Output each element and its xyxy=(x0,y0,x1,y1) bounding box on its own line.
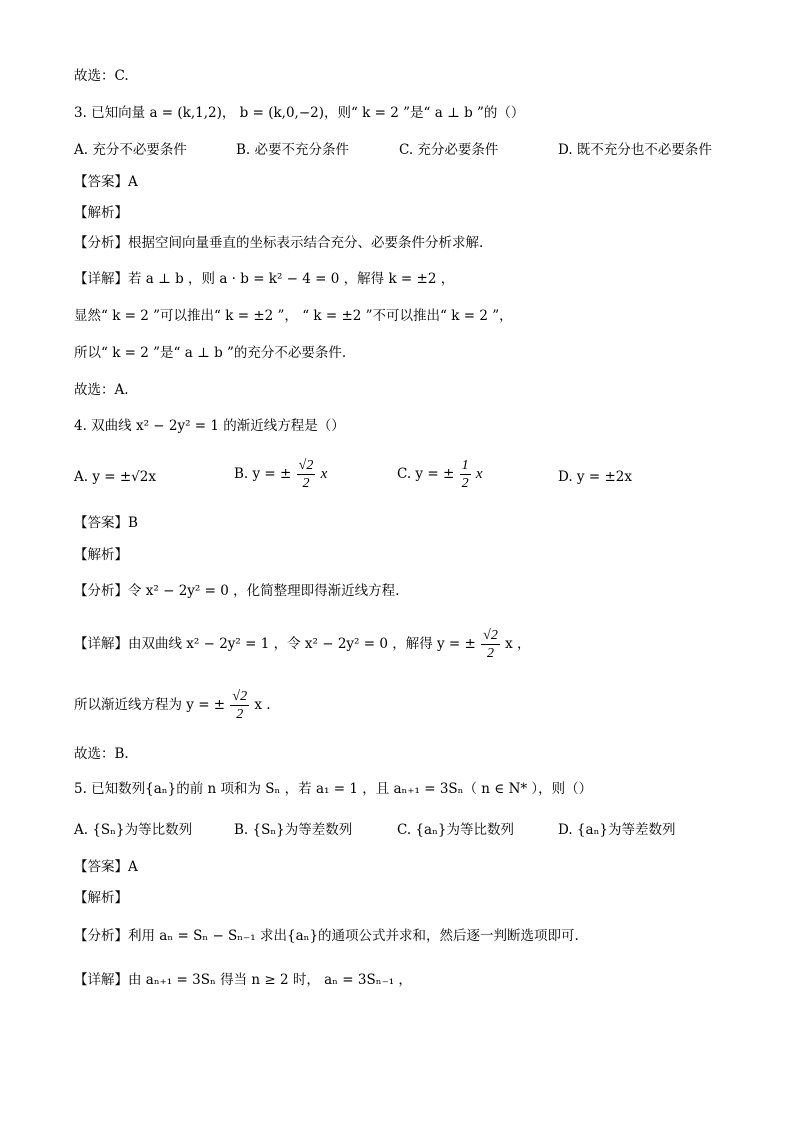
question-4-stem: 4. 双曲线 x² − 2y² = 1 的渐近线方程是（） xyxy=(74,418,345,434)
q4-option-b-suffix: x xyxy=(320,466,328,482)
q4-option-b xyxy=(234,457,327,492)
question-3-stem: 3. 已知向量 a = (k,1,2)， b = (k,0,−2)，则“ k = 2 ”是“ a ⊥ b ”的（） xyxy=(74,105,525,121)
q4-select: 故选：B. xyxy=(74,746,129,762)
q3-analysis: 【分析】根据空间向量垂直的坐标表示结合充分、必要条件分析求解. xyxy=(74,235,484,251)
fraction-numerator: √2 xyxy=(298,458,314,473)
q4-detail-2-prefix: 所以渐近线方程为 y = ± xyxy=(74,697,226,713)
q4-answer: 【答案】B xyxy=(74,515,138,531)
q3-analysis-heading: 【解析】 xyxy=(74,205,128,221)
q5-option-a: A. {Sₙ}为等比数列 xyxy=(74,822,193,838)
q3-select: 故选：A. xyxy=(74,382,129,398)
line-select-c: 故选：C. xyxy=(74,68,129,84)
q3-answer: 【答案】A xyxy=(74,174,138,190)
fraction-numerator: √2 xyxy=(232,689,248,704)
q4-option-c-prefix: C. y = ± xyxy=(397,466,455,482)
q5-option-b: B. {Sₙ}为等差数列 xyxy=(234,822,353,838)
q4-option-c xyxy=(397,457,483,492)
q3-option-d: D. 既不充分也不必要条件 xyxy=(558,142,712,158)
q4-detail-2-suffix: x . xyxy=(254,697,271,713)
q4-option-d: D. y = ±2x xyxy=(558,469,632,485)
q5-analysis: 【分析】利用 aₙ = Sₙ − Sₙ₋₁ 求出{aₙ}的通项公式并求和，然后逐一判断选项即可. xyxy=(74,928,579,944)
q3-detail-1: 【详解】若 a ⊥ b ，则 a · b = k² − 4 = 0 ，解得 k = ±2 ， xyxy=(74,271,455,287)
fraction-numerator: 1 xyxy=(461,458,469,473)
fraction-denominator: 2 xyxy=(302,476,310,491)
fraction-sqrt2-over-2 xyxy=(230,688,249,723)
q4-detail-1-prefix: 【详解】由双曲线 x² − 2y² = 1 ，令 x² − 2y² = 0 ，解得 y = ± xyxy=(74,636,476,652)
fraction-numerator: √2 xyxy=(483,628,498,643)
q4-detail-1-suffix: x ， xyxy=(505,636,531,652)
q4-analysis-heading: 【解析】 xyxy=(74,547,128,563)
fraction-1-over-2 xyxy=(460,457,471,492)
q4-detail-1 xyxy=(74,624,531,664)
q5-option-c: C. {aₙ}为等比数列 xyxy=(397,822,514,838)
q5-option-d: D. {aₙ}为等差数列 xyxy=(558,822,676,838)
q5-detail-1: 【详解】由 aₙ₊₁ = 3Sₙ 得当 n ≥ 2 时， aₙ = 3Sₙ₋₁ ， xyxy=(74,972,412,988)
q3-option-b: B. 必要不充分条件 xyxy=(236,142,350,158)
q3-detail-3: 所以“ k = 2 ”是“ a ⊥ b ”的充分不必要条件. xyxy=(74,345,347,361)
fraction-sqrt2-over-2 xyxy=(481,627,500,662)
q4-detail-2 xyxy=(74,685,271,725)
q4-option-c-suffix: x xyxy=(475,466,483,482)
q5-answer: 【答案】A xyxy=(74,859,138,875)
q4-option-b-prefix: B. y = ± xyxy=(234,466,292,482)
q4-option-a: A. y = ±√2x xyxy=(74,469,156,485)
q3-detail-2: 显然“ k = 2 ”可以推出“ k = ±2 ”， “ k = ±2 ”不可以推出“ k = 2 ”， xyxy=(74,308,513,324)
question-5-stem: 5. 已知数列{aₙ}的前 n 项和为 Sₙ ，若 a₁ = 1 ，且 aₙ₊₁ = 3Sₙ（ n ∈ N* ），则（） xyxy=(74,781,593,797)
fraction-sqrt2-over-2 xyxy=(297,457,316,492)
fraction-denominator: 2 xyxy=(461,476,469,491)
q5-analysis-heading: 【解析】 xyxy=(74,890,128,906)
q3-option-c: C. 充分必要条件 xyxy=(399,142,499,158)
q3-option-a: A. 充分不必要条件 xyxy=(74,142,187,158)
fraction-denominator: 2 xyxy=(236,707,244,722)
q4-analysis: 【分析】令 x² − 2y² = 0 ，化简整理即得渐近线方程. xyxy=(74,583,400,599)
fraction-denominator: 2 xyxy=(487,646,494,661)
